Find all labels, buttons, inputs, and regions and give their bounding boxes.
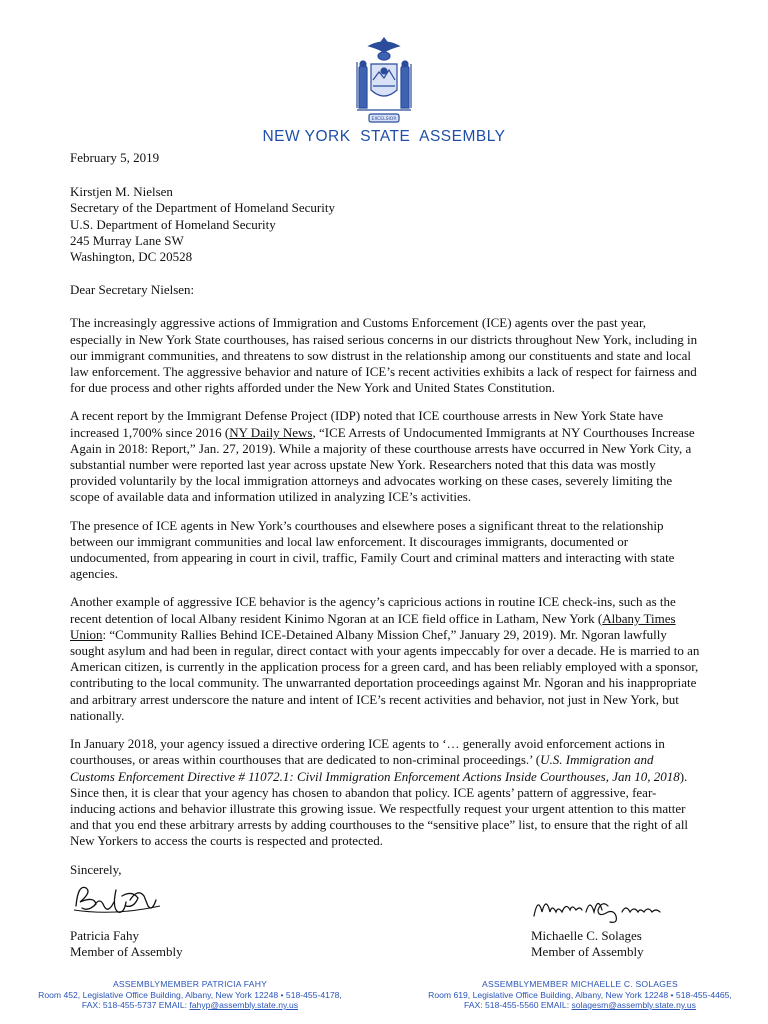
footer-left — [20, 979, 360, 1011]
signatory-role: Member of Assembly — [70, 944, 183, 960]
ny-daily-news-link[interactable]: NY Daily News — [229, 424, 313, 440]
salutation: Dear Secretary Nielsen: — [70, 282, 195, 298]
paragraph-5 — [70, 736, 700, 849]
footer-fax: FAX: 518-455-5737 EMAIL: — [81, 1000, 190, 1010]
signatory-role: Member of Assembly — [531, 944, 644, 960]
footer-title: ASSEMBLYMEMBER MICHAELLE C. SOLAGES — [482, 979, 678, 989]
paragraph-2 — [70, 408, 700, 505]
new-york-state-seal — [349, 34, 419, 130]
recipient-line: 245 Murray Lane SW — [70, 232, 184, 248]
recipient-line: U.S. Department of Homeland Security — [70, 216, 276, 232]
paragraph-text: A recent report by the Immigrant Defense Project (IDP) noted that ICE courthouse arrests in New York State have increased 1,700% since 2016 ( — [70, 408, 664, 440]
footer-address: Room 452, Legislative Office Building, Albany, New York 12248 • 518-455-4178, — [38, 989, 342, 1000]
paragraph-4 — [70, 594, 700, 724]
signature-michaelle-solages — [530, 886, 670, 930]
signatory-right — [531, 928, 644, 960]
paragraph-text: , “ICE Arrests of Undocumented Immigrants at NY Courthouses Increase Again in 2018: Report,” Jan. 27, 2019). While a majority of these courthouse arrests have occurred in New York City, a substantial number were reported last year across upstate New York. Researchers noted that this data was mostly provided voluntarily by the local immigration attorneys and advocates working on these cases, severely limiting the scope of available data and information utilized in analyzing ICE’s activities. — [70, 424, 695, 505]
signatory-left — [70, 928, 183, 960]
albany-times-union-link[interactable]: Albany Times Union — [70, 610, 676, 642]
recipient-line: Secretary of the Department of Homeland Security — [70, 200, 335, 216]
letter-date: February 5, 2019 — [70, 150, 160, 165]
footer-contact — [410, 1000, 750, 1011]
paragraph-text: Another example of aggressive ICE behavior is the agency’s capricious actions in routine ICE check-ins, such as the recent detention of local Albany resident Kinimo Ngoran at an ICE field office in Latham, New York ( — [70, 594, 676, 626]
footer-address: Room 619, Legislative Office Building, Albany, New York 12248 • 518-455-4465, — [428, 989, 732, 1000]
footer-contact — [20, 1000, 360, 1011]
paragraph-text: : “Community Rallies Behind ICE-Detained Albany Mission Chef,” January 29, 2019). Mr. Ngoran lawfully sought asylum and had been in regular, direct contact with your agents impeccably for over a decade. He is married to an American citizen, is currently in the application process for a green card, and has been reliably employed with a sponsor, contributing to the local community. The unwarranted deportation proceedings against Mr. Ngoran and his inappropriate and arbitrary arrest underscore the nature and intent of ICE’s recent activities and behavior, not just in New York, but nationally. — [70, 626, 700, 723]
paragraph-3: The presence of ICE agents in New York’s courthouses and elsewhere poses a significant threat to the relationship between our immigrant communities and local law enforcement. It discourages immigrants, documented or undocumented, from appearing in court in civil, traffic, Family Court and criminal matters and interacting with state agencies. — [70, 517, 675, 582]
recipient-line: Washington, DC 20528 — [70, 249, 193, 265]
signature-patricia-fahy — [70, 876, 165, 928]
signatory-name: Patricia Fahy — [70, 928, 139, 943]
assembly-title: NEW YORK STATE ASSEMBLY — [262, 128, 506, 145]
recipient-address — [70, 184, 700, 265]
letter-body — [70, 150, 700, 878]
seal-motto: EXCELSIOR — [371, 117, 397, 122]
paragraph-text: ). Since then, it is clear that your agency has chosen to abandon that policy. ICE agents’ pattern of aggressive, fear-inducing actions and behavior illustrate this growing issue. We respectfully request your urgent attention to this matter and that you end these arbitrary arrests by adding courthouses to the “sensitive place” list, to ensure that the right of all New Yorkers to access the courts is respected and protected. — [70, 768, 689, 849]
footer-right — [410, 979, 750, 1011]
signatory-name: Michaelle C. Solages — [531, 928, 642, 943]
footer-fax: FAX: 518-455-5560 EMAIL: — [464, 1000, 572, 1010]
footer-title: ASSEMBLYMEMBER PATRICIA FAHY — [112, 979, 268, 989]
closing: Sincerely, — [70, 861, 122, 877]
paragraph-text: In January 2018, your agency issued a directive ordering ICE agents to ‘… generally avoid enforcement actions in courthouses, or areas within courthouses that are dedicated to non-criminal proceedings.’ ( — [70, 736, 665, 768]
email-link-fahy[interactable]: fahyp@assembly.state.ny.us — [189, 1000, 299, 1010]
directive-citation: U.S. Immigration and Customs Enforcement Directive # 11072.1: Civil Immigration Enforcement Actions Inside Courthouses, Jan 10, 2018 — [70, 752, 680, 784]
paragraph-1: The increasingly aggressive actions of Immigration and Customs Enforcement (ICE) agents over the past year, especially in New York State courthouses, has raised serious concerns in our districts throughout New York, including in our immigrant communities, and threatens to sow distrust in the relationship among our constituents and state and local law enforcement. The aggressive behavior and nature of ICE’s recent activities exhibits a lack of respect for fairness and for due process and other rights afforded under the New York and United States Constitution. — [70, 315, 698, 396]
recipient-line: Kirstjen M. Nielsen — [70, 184, 173, 200]
email-link-solages[interactable]: solagesm@assembly.state.ny.us — [571, 1000, 696, 1010]
